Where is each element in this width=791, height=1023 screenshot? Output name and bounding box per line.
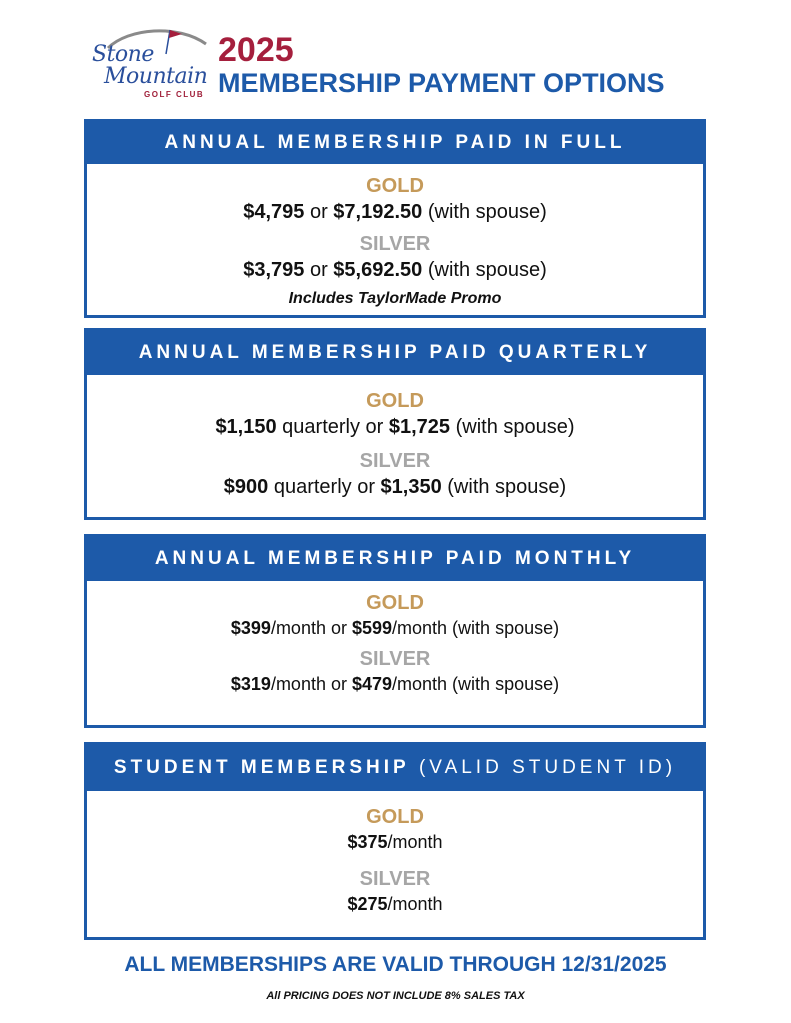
silver-price-amount: $275 xyxy=(347,894,388,914)
silver-spouse-price: $479 xyxy=(351,674,393,694)
silver-label: SILVER xyxy=(359,450,431,472)
section-heading-main: STUDENT MEMBERSHIP xyxy=(113,757,410,778)
silver-spouse-price: $1,350 xyxy=(380,476,442,498)
section-paid-in-full xyxy=(84,119,706,318)
validity-note: ALL MEMBERSHIPS ARE VALID THROUGH 12/31/2025 xyxy=(124,953,667,976)
page-title: MEMBERSHIP PAYMENT OPTIONS xyxy=(218,68,665,98)
silver-label: SILVER xyxy=(359,233,431,255)
gold-spouse-price: $599 xyxy=(351,618,393,638)
section-heading: ANNUAL MEMBERSHIP PAID IN FULL xyxy=(87,122,703,164)
silver-price xyxy=(87,891,703,917)
gold-label: GOLD xyxy=(366,390,424,412)
section-heading: ANNUAL MEMBERSHIP PAID MONTHLY xyxy=(87,537,703,581)
gold-price-amount: $1,150 xyxy=(215,416,277,438)
silver-label: SILVER xyxy=(359,648,431,670)
silver-price xyxy=(87,473,703,501)
silver-price-amount: $900 xyxy=(223,476,269,498)
silver-price-amount: $3,795 xyxy=(243,259,305,281)
price-connector: or xyxy=(304,259,334,281)
price-suffix: /month (with spouse) xyxy=(392,618,560,638)
price-connector: /month or xyxy=(270,674,352,694)
promo-note: Includes TaylorMade Promo xyxy=(288,290,502,307)
stone-mountain-logo xyxy=(88,24,218,104)
logo-line-2: Mountain xyxy=(104,64,208,89)
silver-label: SILVER xyxy=(359,868,431,890)
gold-label: GOLD xyxy=(366,175,424,197)
section-paid-monthly xyxy=(84,534,706,728)
gold-label: GOLD xyxy=(366,806,424,828)
gold-spouse-price: $1,725 xyxy=(388,416,451,438)
gold-spouse-price: $7,192.50 xyxy=(333,201,423,223)
section-student xyxy=(84,742,706,940)
gold-price xyxy=(87,615,703,641)
price-suffix: /month xyxy=(387,832,443,852)
price-suffix: (with spouse) xyxy=(441,476,567,498)
gold-price-amount: $4,795 xyxy=(243,201,305,223)
price-connector: /month or xyxy=(270,618,352,638)
gold-price xyxy=(87,413,703,441)
logo-line-1: Stone xyxy=(92,42,154,67)
logo-subtitle: GOLF CLUB xyxy=(144,90,205,99)
gold-label: GOLD xyxy=(366,592,424,614)
section-heading-extra: (VALID STUDENT ID) xyxy=(409,757,677,778)
gold-price xyxy=(87,198,703,226)
section-paid-quarterly xyxy=(84,328,706,520)
price-suffix: /month (with spouse) xyxy=(392,674,560,694)
page-header xyxy=(88,24,728,114)
gold-price-amount: $375 xyxy=(347,832,388,852)
price-connector: quarterly or xyxy=(276,416,389,438)
section-heading: ANNUAL MEMBERSHIP PAID QUARTERLY xyxy=(87,331,703,375)
price-connector: or xyxy=(304,201,334,223)
price-suffix: /month xyxy=(387,894,443,914)
silver-price xyxy=(87,256,703,284)
gold-price-amount: $399 xyxy=(230,618,271,638)
price-connector: quarterly or xyxy=(268,476,381,498)
year-heading: 2025 xyxy=(218,31,294,69)
silver-spouse-price: $5,692.50 xyxy=(333,259,423,281)
price-suffix: (with spouse) xyxy=(422,201,547,223)
gold-price xyxy=(87,829,703,855)
price-suffix: (with spouse) xyxy=(450,416,575,438)
silver-price-amount: $319 xyxy=(230,674,271,694)
silver-price xyxy=(87,671,703,697)
section-heading xyxy=(87,745,703,791)
tax-note: All PRICING DOES NOT INCLUDE 8% SALES TAX xyxy=(266,990,525,1002)
price-suffix: (with spouse) xyxy=(422,259,547,281)
